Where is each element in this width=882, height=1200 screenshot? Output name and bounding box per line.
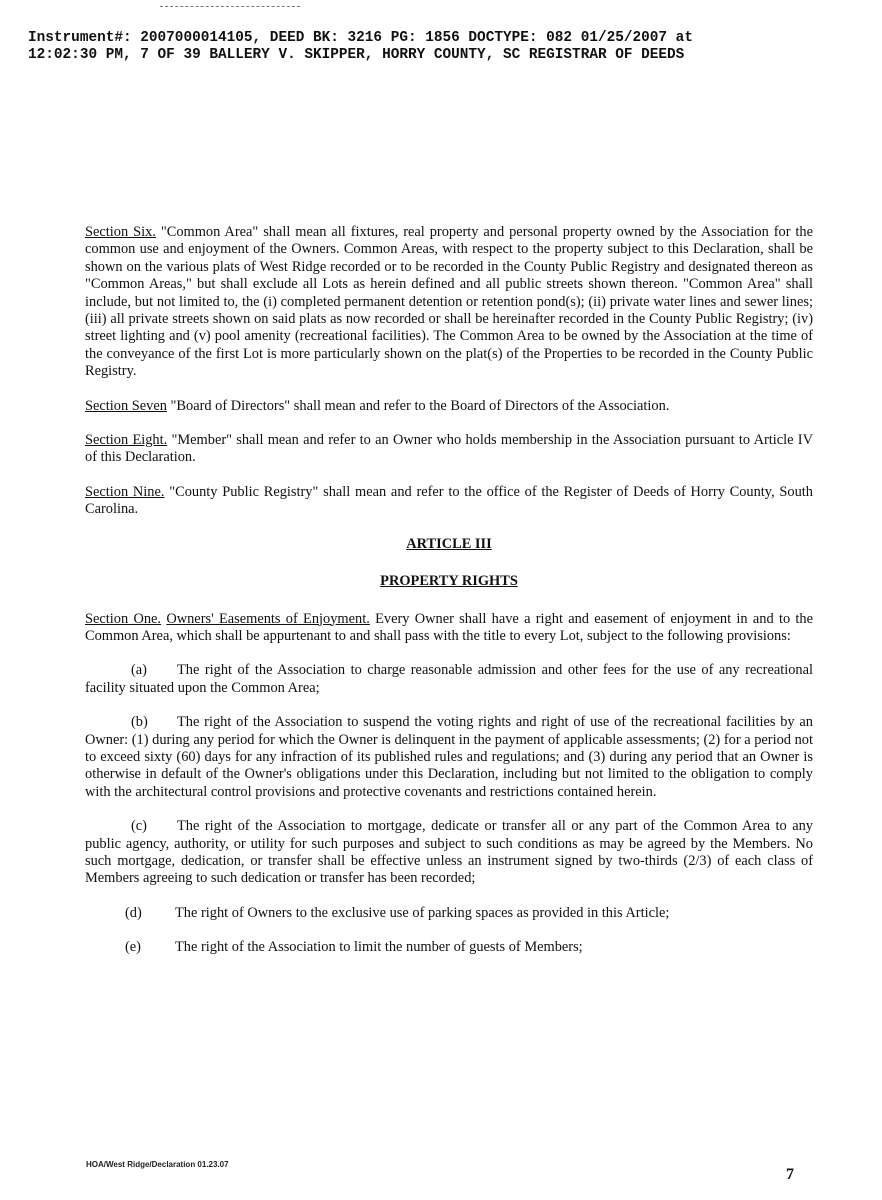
- recording-stamp: [28, 30, 868, 64]
- stamp-line-2: 12:02:30 PM, 7 OF 39 BALLERY V. SKIPPER, HORRY COUNTY, SC REGISTRAR OF DEEDS: [28, 47, 685, 63]
- provision-c-label: (c): [131, 818, 147, 835]
- provision-d-text: The right of Owners to the exclusive use of parking spaces as provided in this Article;: [175, 904, 670, 921]
- section-seven: [85, 398, 813, 415]
- section-nine: [85, 484, 813, 519]
- provision-a-label: (a): [131, 662, 147, 679]
- provision-a: [85, 662, 813, 697]
- section-nine-text: "County Public Registry" shall mean and refer to the office of the Register of Deeds of Horry County, South Carolina.: [85, 483, 813, 518]
- section-eight-text: "Member" shall mean and refer to an Owner who holds membership in the Association pursuant to Article IV of this Declaration.: [85, 432, 813, 466]
- provision-d: [85, 905, 813, 922]
- page-number: 7: [786, 1166, 794, 1183]
- provision-c-text: The right of the Association to mortgage, dedicate or transfer all or any part of the Common Area to any public agency, authority, or utility for such purposes and subject to such conditions as may be agreed by the Members. No such mortgage, dedication, or transfer shall be effective unless an instrument signed by two-thirds (2/3) of each class of Members agreeing to such dedication or transfer has been recorded;: [85, 818, 813, 887]
- provision-e-text: The right of the Association to limit the number of guests of Members;: [175, 939, 583, 956]
- section-eight: [85, 432, 813, 467]
- section-nine-label: Section Nine.: [85, 483, 165, 500]
- section-one-text: Every Owner shall have a right and easement of enjoyment in and to the Common Area, which shall be appurtenant to and shall pass with the title to every Lot, subject to the following provisions:: [85, 610, 814, 644]
- section-six: [85, 224, 813, 381]
- section-seven-label: Section Seven: [85, 397, 167, 414]
- article-number: ARTICLE III: [406, 535, 492, 552]
- provision-e: [85, 939, 813, 956]
- section-one-title: Owners' Easements of Enjoyment.: [166, 610, 370, 627]
- document-body: [85, 224, 813, 974]
- section-eight-label: Section Eight.: [85, 432, 168, 449]
- provision-c: [85, 818, 813, 888]
- section-seven-text: "Board of Directors" shall mean and refer to the Board of Directors of the Association.: [166, 397, 670, 414]
- provision-e-label: (e): [125, 939, 141, 956]
- section-six-text: "Common Area" shall mean all fixtures, real property and personal property owned by the Association for the common use and enjoyment of the Owners. Common Areas, with respect to the property subject to this Declaration, shall be shown on the various plats of West Ridge recorded or to be recorded in the County Public Registry and designated thereon as "Common Areas," but shall exclude all Lots as herein defined and all public streets shown thereon. "Common Area" shall include, but not limited to, the (i) completed permanent detention or retention pond(s); (ii) private water lines and sewer lines; (iii) all private streets shown on said plats as now recorded or shall be hereinafter recorded in the County Public Registry; (iv) street lighting and (v) pool amenity (recreational facilities). The Common Area to be owned by the Association at the time of the conveyance of the first Lot is more particularly shown on the plat(s) of the Properties to be recorded in the County Public Registry.: [85, 224, 814, 380]
- stamp-line-1: Instrument#: 2007000014105, DEED BK: 3216 PG: 1856 DOCTYPE: 082 01/25/2007 at: [28, 30, 693, 46]
- provision-b: [85, 714, 813, 801]
- provision-d-label: (d): [125, 904, 142, 921]
- article-title: PROPERTY RIGHTS: [380, 573, 518, 590]
- file-reference: HOA/West Ridge/Declaration 01.23.07: [86, 1160, 229, 1169]
- provision-a-text: The right of the Association to charge reasonable admission and other fees for the use of any recreational facility situated upon the Common Area;: [85, 662, 813, 696]
- provision-b-label: (b): [131, 714, 148, 731]
- section-six-label: Section Six.: [85, 224, 156, 240]
- section-one-label: Section One.: [85, 610, 162, 627]
- scan-artifact: [160, 6, 300, 9]
- provision-b-text: The right of the Association to suspend the voting rights and right of use of the recreational facilities by an Owner: (1) during any period for which the Owner is delinquent in the payment of applicable assessments; (2) for a period not to exceed sixty (60) days for any infraction of its published rules and regulations; and (3) during any period that an Owner is otherwise in default of the Owner's obligations under this Declaration, including but not limited to the obligation to comply with the architectural control provisions and protective covenants and restrictions contained herein.: [85, 714, 813, 800]
- section-one: [85, 611, 813, 646]
